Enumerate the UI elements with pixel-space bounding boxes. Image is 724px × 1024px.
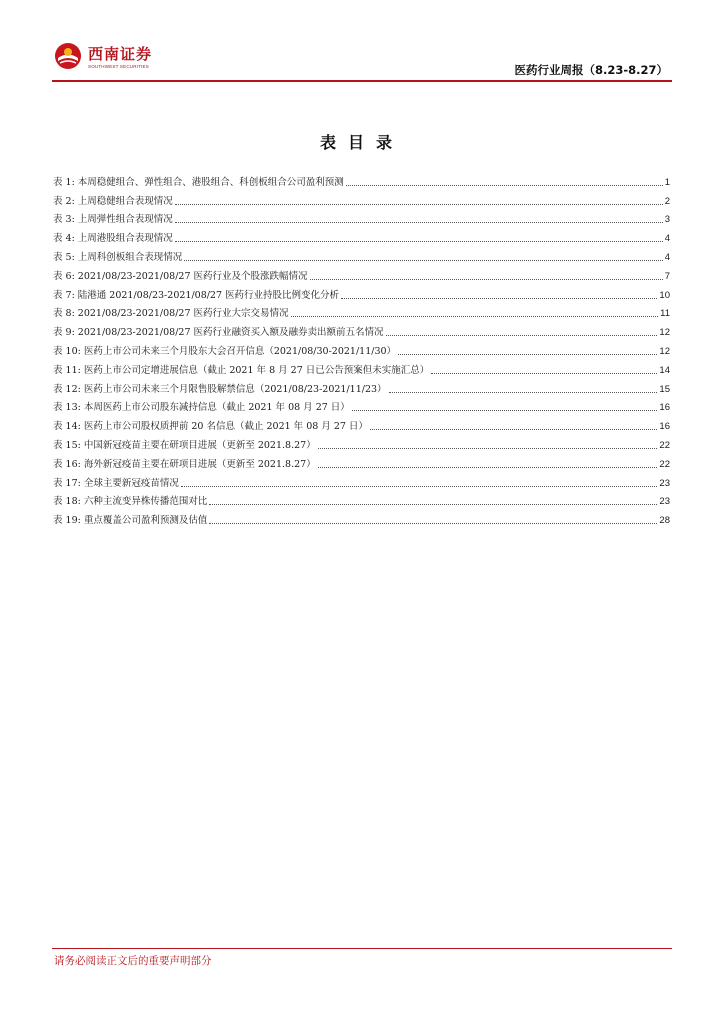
toc-entry-label: 表 7: 陆港通 2021/08/23-2021/08/27 医药行业持股比例变化分析 xyxy=(53,289,340,301)
toc-entry-label: 表 5: 上周科创板组合表现情况 xyxy=(53,251,183,263)
toc-dot-leader xyxy=(341,298,657,299)
toc-entry[interactable] xyxy=(53,264,670,283)
toc-entry-page-number: 12 xyxy=(659,345,670,357)
toc-entry-page-number: 16 xyxy=(659,421,670,433)
toc-entry[interactable] xyxy=(53,283,670,302)
toc-entry-label: 表 12: 医药上市公司未来三个月限售股解禁信息（2021/08/23-2021/11/23） xyxy=(53,383,387,395)
toc-entry-page-number: 22 xyxy=(659,458,670,470)
toc-entry-page-number: 22 xyxy=(659,439,670,451)
toc-entry-label: 表 14: 医药上市公司股权质押前 20 名信息（截止 2021 年 08 月 27 日） xyxy=(53,421,368,433)
toc-dot-leader xyxy=(291,316,659,317)
toc-entry-label: 表 17: 全球主要新冠疫苗情况 xyxy=(53,477,179,489)
toc-entry[interactable] xyxy=(53,471,670,490)
toc-entry-page-number: 4 xyxy=(664,251,670,263)
toc-entry-label: 表 13: 本周医药上市公司股东减持信息（截止 2021 年 08 月 27 日） xyxy=(53,402,350,414)
toc-entry[interactable] xyxy=(53,189,670,208)
toc-entry-label: 表 19: 重点覆盖公司盈利预测及估值 xyxy=(53,515,208,527)
toc-entry-page-number: 23 xyxy=(659,496,670,508)
toc-entry-page-number: 11 xyxy=(660,308,670,320)
footer-disclaimer: 请务必阅读正文后的重要声明部分 xyxy=(54,955,212,967)
toc-entry-page-number: 10 xyxy=(659,289,670,301)
toc-entry[interactable] xyxy=(53,208,670,227)
footer-divider xyxy=(52,948,672,949)
toc-dot-leader xyxy=(175,241,663,242)
toc-entry[interactable] xyxy=(53,414,670,433)
toc-dot-leader xyxy=(184,260,662,261)
toc-entry-label: 表 4: 上周港股组合表现情况 xyxy=(53,233,173,245)
header-divider xyxy=(52,80,672,82)
toc-entry-page-number: 2 xyxy=(664,195,670,207)
toc-entry[interactable] xyxy=(53,508,670,527)
toc-title: 表目录 xyxy=(319,133,404,152)
toc-entry[interactable] xyxy=(53,358,670,377)
toc-entry[interactable] xyxy=(53,226,670,245)
toc-entry-page-number: 16 xyxy=(659,402,670,414)
toc-dot-leader xyxy=(175,222,663,223)
toc-entry-page-number: 23 xyxy=(659,477,670,489)
toc-dot-leader xyxy=(209,523,657,524)
toc-entry[interactable] xyxy=(53,302,670,321)
toc-dot-leader xyxy=(398,354,657,355)
toc-entry-page-number: 4 xyxy=(664,233,670,245)
report-title: 医药行业周报（8.23-8.27） xyxy=(514,63,668,77)
toc-entry[interactable] xyxy=(53,170,670,189)
table-of-tables xyxy=(53,170,670,527)
toc-dot-leader xyxy=(181,486,658,487)
toc-entry[interactable] xyxy=(53,339,670,358)
toc-entry-label: 表 16: 海外新冠疫苗主要在研项目进展（更新至 2021.8.27） xyxy=(53,458,316,470)
toc-entry-label: 表 15: 中国新冠疫苗主要在研项目进展（更新至 2021.8.27） xyxy=(53,439,316,451)
toc-entry-label: 表 10: 医药上市公司未来三个月股东大会召开信息（2021/08/30-2021/11/30） xyxy=(53,345,397,357)
toc-dot-leader xyxy=(310,279,663,280)
toc-entry-page-number: 14 xyxy=(659,364,670,376)
toc-dot-leader xyxy=(431,373,657,374)
toc-entry-label: 表 1: 本周稳健组合、弹性组合、港股组合、科创板组合公司盈利预测 xyxy=(53,176,344,188)
toc-entry-label: 表 6: 2021/08/23-2021/08/27 医药行业及个股涨跌幅情况 xyxy=(53,270,308,282)
toc-entry-label: 表 3: 上周弹性组合表现情况 xyxy=(53,214,173,226)
toc-entry[interactable] xyxy=(53,433,670,452)
toc-entry[interactable] xyxy=(53,377,670,396)
toc-entry-label: 表 18: 六种主流变异株传播范围对比 xyxy=(53,496,208,508)
toc-dot-leader xyxy=(175,204,663,205)
toc-entry[interactable] xyxy=(53,452,670,471)
toc-entry[interactable] xyxy=(53,320,670,339)
toc-entry-label: 表 9: 2021/08/23-2021/08/27 医药行业融资买入额及融券卖出额前五名情况 xyxy=(53,327,384,339)
logo-english-name: SOUTHWEST SECURITIES xyxy=(88,64,149,69)
toc-entry[interactable] xyxy=(53,396,670,415)
toc-dot-leader xyxy=(209,504,657,505)
toc-entry-label: 表 2: 上周稳健组合表现情况 xyxy=(53,195,173,207)
toc-dot-leader xyxy=(370,429,657,430)
company-logo xyxy=(54,40,174,74)
toc-dot-leader xyxy=(318,467,658,468)
toc-entry[interactable] xyxy=(53,490,670,509)
toc-entry-page-number: 7 xyxy=(664,270,670,282)
toc-dot-leader xyxy=(386,335,658,336)
logo-chinese-name: 西南证券 xyxy=(88,45,153,63)
toc-dot-leader xyxy=(346,185,663,186)
toc-entry-label: 表 11: 医药上市公司定增进展信息（截止 2021 年 8 月 27 日已公告预案但未实施汇总） xyxy=(53,364,430,376)
page-header xyxy=(52,40,672,82)
toc-entry-page-number: 15 xyxy=(659,383,670,395)
toc-dot-leader xyxy=(389,392,658,393)
toc-dot-leader xyxy=(318,448,658,449)
toc-entry-page-number: 28 xyxy=(659,515,670,527)
toc-entry[interactable] xyxy=(53,245,670,264)
toc-entry-label: 表 8: 2021/08/23-2021/08/27 医药行业大宗交易情况 xyxy=(53,308,289,320)
toc-dot-leader xyxy=(352,410,658,411)
southwest-securities-logo-icon xyxy=(54,42,82,70)
toc-entry-page-number: 1 xyxy=(664,176,670,188)
toc-entry-page-number: 12 xyxy=(659,327,670,339)
toc-entry-page-number: 3 xyxy=(664,214,670,226)
